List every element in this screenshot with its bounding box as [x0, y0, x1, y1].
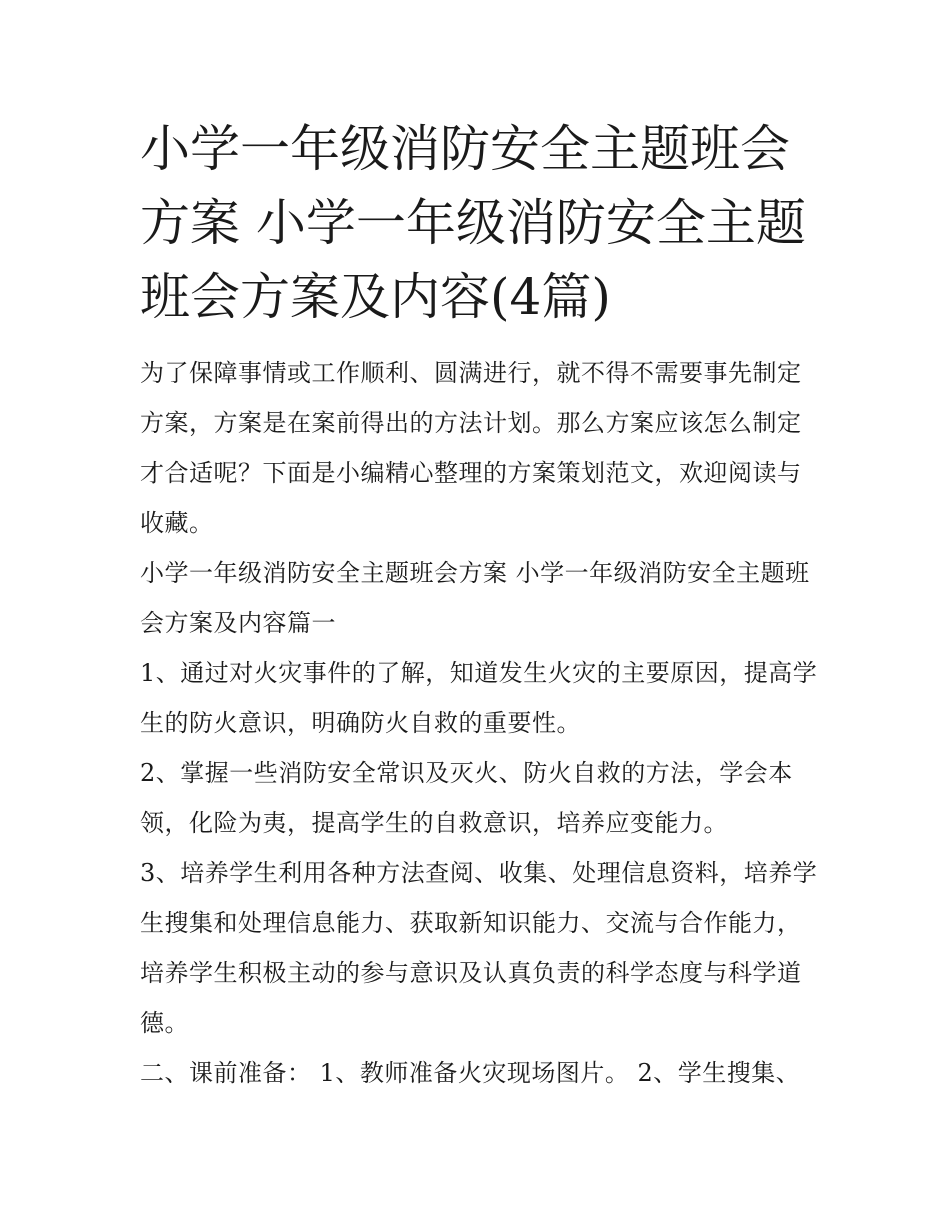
objective-item-2: 2、掌握一些消防安全常识及灭火、防火自救的方法，学会本领，化险为夷，提高学生的自救意识，培养应变能力。 — [140, 759, 793, 837]
document-title: 小学一年级消防安全主题班会方案 小学一年级消防安全主题班会方案及内容(4篇) — [140, 120, 806, 326]
section-heading: 小学一年级消防安全主题班会方案 小学一年级消防安全主题班会方案及内容篇一 — [140, 559, 810, 637]
intro-paragraph: 为了保障事情或工作顺利、圆满进行，就不得不需要事先制定方案，方案是在案前得出的方法计划。那么方案应该怎么制定才合适呢？下面是小编精心整理的方案策划范文，欢迎阅读与收藏。 — [140, 359, 802, 537]
preparation-paragraph: 二、课前准备： 1、教师准备火灾现场图片。 2、学生搜集、 — [140, 1059, 801, 1087]
objective-item-1: 1、通过对火灾事件的了解，知道发生火灾的主要原因，提高学生的防火意识，明确防火自救的重要性。 — [140, 659, 818, 737]
objective-item-3: 3、培养学生利用各种方法查阅、收集、处理信息资料，培养学生搜集和处理信息能力、获取新知识能力、交流与合作能力，培养学生积极主动的参与意识及认真负责的科学态度与科学道德。 — [140, 859, 818, 1037]
document-body — [140, 112, 820, 1098]
